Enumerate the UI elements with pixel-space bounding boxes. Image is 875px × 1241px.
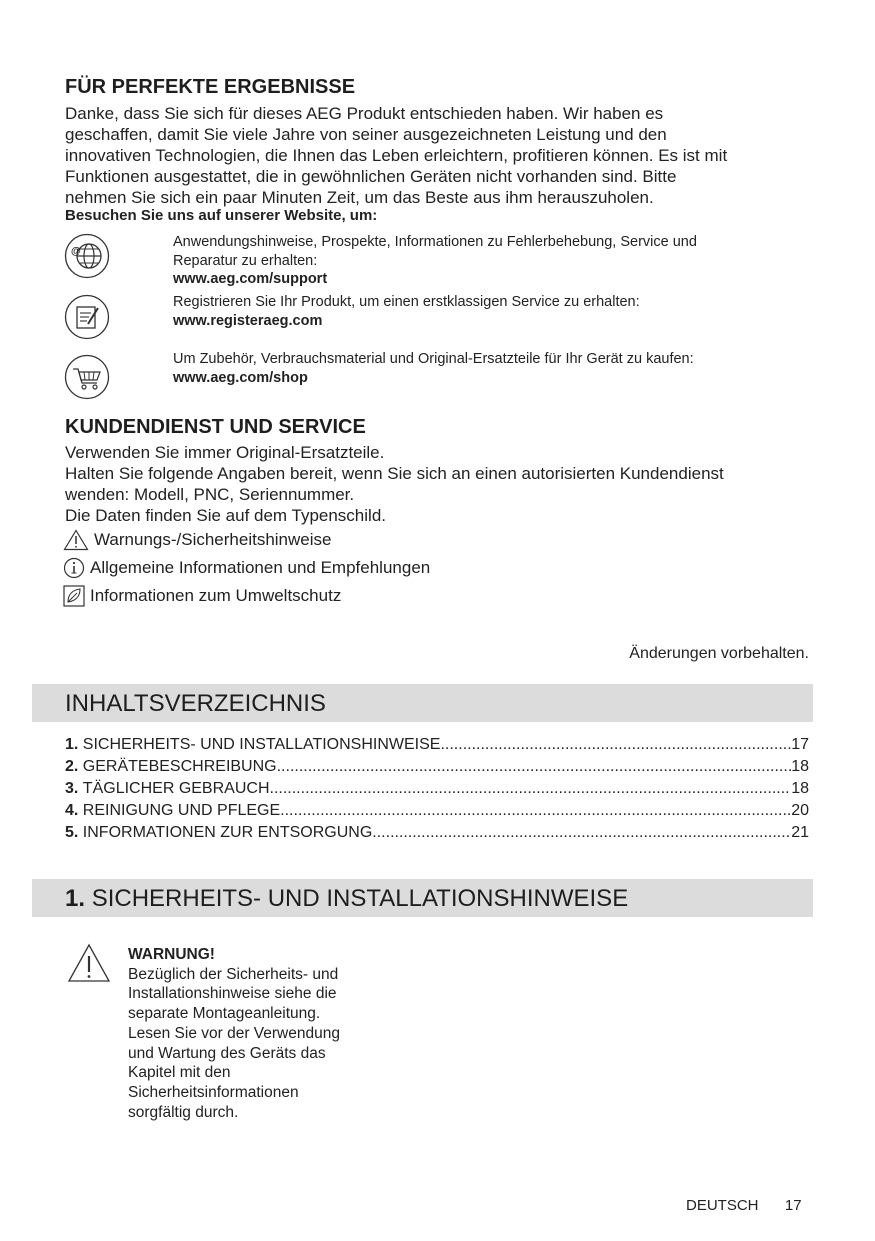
warning-title: WARNUNG! (128, 946, 215, 963)
toc-entry[interactable]: 5. INFORMATIONEN ZUR ENTSORGUNG ..... 21 (65, 822, 809, 844)
toc-entry[interactable]: 1. SICHERHEITS- UND INSTALLATIONSHINWEISE ..... 17 (65, 734, 809, 756)
footer-language: DEUTSCH (686, 1197, 759, 1214)
toc-entry[interactable]: 2. GERÄTEBESCHREIBUNG ..... 18 (65, 756, 809, 778)
shop-link[interactable]: www.aeg.com/shop (173, 369, 308, 386)
warning-icon (67, 943, 111, 988)
page-number: 17 (784, 1197, 802, 1214)
service-title: KUNDENDIENST UND SERVICE (65, 416, 366, 438)
web-item-support: Anwendungshinweise, Prospekte, Informationen zu Fehlerbehebung, Service und Reparatur zu erhalten: www.aeg.com/support (173, 234, 697, 287)
leaf-icon (63, 585, 85, 607)
register-link[interactable]: www.registeraeg.com (173, 312, 323, 329)
info-icon (63, 557, 85, 579)
intro-paragraph: Danke, dass Sie sich für dieses AEG Produkt entschieden haben. Wir haben es geschaffen, damit Sie viele Jahre von seiner ausgezeichneten Leistung und den innovativen Technologien, die Ihnen das Leben erleichtern, profitieren können. Es ist mit Funktionen ausgestattet, die in gewöhnlichen Geräten nicht vorhanden sind. Bitte nehmen Sie sich ein paar Minuten Zeit, um das Beste aus ihm herauszuholen. (65, 104, 728, 207)
legend-environment: Informationen zum Umweltschutz (63, 585, 341, 607)
warning-block: WARNUNG! Bezüglich der Sicherheits- und Installationshinweise siehe die separate Montageanleitung. Lesen Sie vor der Verwendung und Wartung des Geräts das Kapitel mit den Sicherheitsinformationen sorgfältig durch. (128, 946, 340, 1121)
web-item-shop: Um Zubehör, Verbrauchsmaterial und Original-Ersatzteile für Ihr Gerät zu kaufen: www.aeg.com/shop (173, 351, 694, 386)
warning-icon (63, 529, 89, 551)
svg-text:@: @ (71, 246, 81, 257)
globe-icon (64, 233, 110, 284)
service-paragraph: Verwenden Sie immer Original-Ersatzteile. Halten Sie folgende Angaben bereit, wenn Sie sich an einen autorisierten Kundendienst wenden: Modell, PNC, Seriennummer. Die Daten finden Sie auf dem Typenschild. (65, 443, 724, 525)
section1-title: 1. SICHERHEITS- UND INSTALLATIONSHINWEISE (65, 885, 629, 912)
web-item-register: Registrieren Sie Ihr Produkt, um einen erstklassigen Service zu erhalten: www.registeraeg.com (173, 294, 640, 329)
toc-entry[interactable]: 4. REINIGUNG UND PFLEGE ..... 20 (65, 800, 809, 822)
register-icon (64, 294, 110, 345)
changes-note: Änderungen vorbehalten. (629, 645, 809, 662)
legend-info: Allgemeine Informationen und Empfehlungen (63, 557, 430, 579)
website-heading: Besuchen Sie uns auf unserer Website, um: (65, 207, 378, 224)
toc-title: INHALTSVERZEICHNIS (65, 690, 326, 717)
support-link[interactable]: www.aeg.com/support (173, 271, 328, 287)
legend-warning: Warnungs-/Sicherheitshinweise (63, 529, 331, 551)
toc-entry[interactable]: 3. TÄGLICHER GEBRAUCH ..... 18 (65, 778, 809, 800)
intro-title: FÜR PERFEKTE ERGEBNISSE (65, 76, 356, 98)
cart-icon (64, 354, 110, 405)
footer (686, 1197, 802, 1214)
